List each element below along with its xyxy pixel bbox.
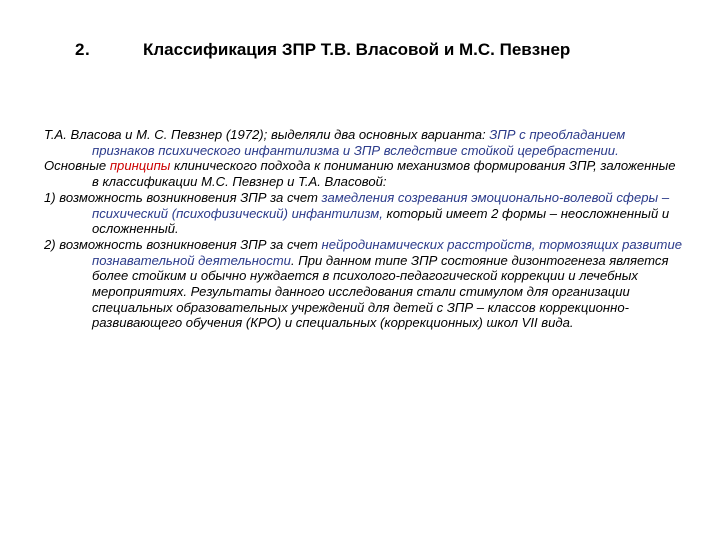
paragraph-item-2-text-start: 2) возможность возникновения ЗПР за счет <box>44 236 322 252</box>
paragraph-item-2-text-end: . При данном типе ЗПР состояние дизонтогенеза является более стойким и обычно нуждается в психолого-педагогической коррекции и лечебных мероприятиях. Результаты данного исследования стали стимулом для организации специальных образовательных учреждений для детей с ЗПР – классов коррекционно-развивающего обучения (КРО) и специальных (коррекционных) школ VII вида. <box>92 252 669 331</box>
paragraph-item-1-text-end: который имеет 2 формы – неосложненный и осложненный. <box>92 205 670 237</box>
slide-title <box>0 40 720 70</box>
paragraph-variants-highlight: ЗПР с преобладанием признаков психического инфантилизма и ЗПР вследствие стойкой церебрастении. <box>92 127 626 158</box>
slide-body <box>44 127 684 331</box>
paragraph-principles-highlight: принципы <box>109 158 171 174</box>
paragraph-variants-text: Т.А. Власова и М. С. Певзнер (1972); выделяли два основных варианта: <box>44 127 490 142</box>
paragraph-principles <box>44 158 684 189</box>
paragraph-principles-text-start: Основные <box>44 158 110 174</box>
paragraph-variants <box>44 127 684 158</box>
paragraph-principles-text-end: клинического подхода к пониманию механизмов формирования ЗПР, заложенные в классификации М.С. Певзнер и Т.А. Власовой: <box>92 158 676 190</box>
title-number: 2. <box>75 40 91 59</box>
paragraph-item-2 <box>44 237 684 331</box>
paragraph-item-2-highlight: нейродинамических расстройств, тормозящих развитие познавательной деятельности <box>92 236 683 268</box>
paragraph-item-1-highlight: замедления созревания эмоционально-волевой сферы – психический (психофизический) инфантилизм, <box>92 189 670 221</box>
title-text: Классификация ЗПР Т.В. Власовой и М.С. Певзнер <box>143 40 571 59</box>
paragraph-item-1 <box>44 190 684 237</box>
paragraph-item-1-text-start: 1) возможность возникновения ЗПР за счет <box>44 189 322 205</box>
